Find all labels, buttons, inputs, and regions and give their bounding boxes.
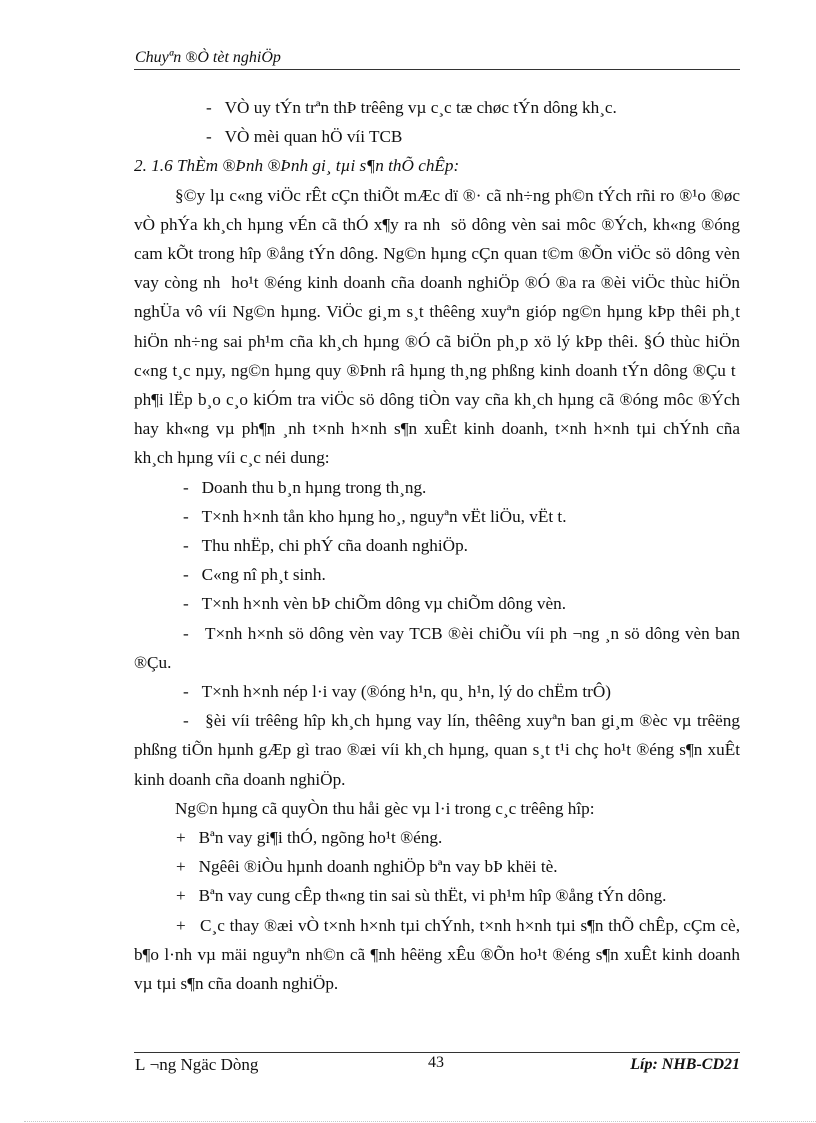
list-item: + Bªn vay gi¶i thÓ, ngõng ho¹t ®éng. <box>176 828 443 848</box>
running-header: Chuyªn ®Ò tèt nghiÖp <box>135 49 281 66</box>
list-item: + C¸c thay ®æi vÒ t×nh h×nh tµi chÝnh, t×nh h×nh tµi s¶n thÕ chÊp, cÇm cè, b¶o l·nh vµ mäi nguyªn nh©n cã ¶nh hêëng xÊu ®Õn ho¹t ®éng s¶n xuÊt kinh doanh vµ tµi s¶n cña doanh nghiÖp. <box>134 915 740 994</box>
page-edge-divider <box>24 1121 816 1122</box>
footer-class-label: Líp: NHB-CD21 <box>630 1056 740 1073</box>
paragraph: §©y lµ c«ng viÖc rÊt cÇn thiÕt mÆc dï ®· cã nh÷ng ph©n tÝch rñi ro ®¹o ®øc vÒ phÝa kh¸ch hµng vÉn cã thÓ x¶y ra nh sö dông vèn sai môc ®Ých, kh«ng ®óng cam kÕt trong hîp ®ång tÝn dông. Ng©n hµng cÇn quan t©m ®Õn viÖc sö dông vèn vay còng nh ho¹t ®éng kinh doanh cña doanh nghiÖp ®Ó ®a ra ®èi viÖc thùc hiÖn nghÜa vô víi Ng©n hµng. ViÖc gi¸m s¸t thêêng xuyªn gióp ng©n hµng kÞp thêi ph¸t hiÖn nh÷ng sai ph¹m cña kh¸ch hµng ®Ó cã biÖn ph¸p xö lý kÞp thêi. §Ó thùc hiÖn c«ng t¸c nµy, ng©n hµng quy ®Þnh râ hµng th¸ng phßng kinh doanh tÝn dông ®Çu t ph¶i lËp b¸o c¸o kiÓm tra viÖc sö dông tiÒn vay cña kh¸ch hµng cã ®óng môc ®Ých hay kh«ng vµ ph¶n ¸nh t×nh h×nh s¶n xuÊt kinh doanh, t×nh h×nh tµi chÝnh cña kh¸ch hµng víi c¸c néi dung: <box>134 185 740 468</box>
list-item: - T×nh h×nh vèn bÞ chiÕm dông vµ chiÕm dông vèn. <box>183 594 567 614</box>
paragraph: Ng©n hµng cã quyÒn thu håi gèc vµ l·i trong c¸c trêêng hîp: <box>175 798 595 818</box>
footer-author: L ¬ng Ngäc Dòng <box>135 1055 259 1074</box>
list-item-text: T×nh h×nh vèn bÞ chiÕm dông vµ chiÕm dông vèn. <box>201 594 567 614</box>
list-item-text: T×nh h×nh tån kho hµng ho¸, nguyªn vËt liÖu, vËt t. <box>201 506 567 526</box>
list-item-text: §èi víi trêêng hîp kh¸ch hµng vay lín, thêêng xuyªn ban gi¸m ®èc vµ trêëng phßng tiÕn hµnh gÆp gì trao ®æi víi kh¸ch hµng, quan s¸t t¹i chç ho¹t ®éng s¶n xuÊt kinh doanh cña doanh nghiÖp. <box>134 711 740 789</box>
list-item: + Ngêêi ®iÒu hµnh doanh nghiÖp bªn vay bÞ khëi tè. <box>176 857 558 877</box>
page-number: 43 <box>428 1054 444 1071</box>
list-item-text: C¸c thay ®æi vÒ t×nh h×nh tµi chÝnh, t×nh h×nh tµi s¶n thÕ chÊp, cÇm cè, b¶o l·nh vµ mäi nguyªn nh©n cã ¶nh hêëng xÊu ®Õn ho¹t ®éng s¶n xuÊt kinh doanh vµ tµi s¶n cña doanh nghiÖp. <box>134 915 740 994</box>
list-item: - C«ng nî ph¸t sinh. <box>183 565 326 585</box>
list-item: - T×nh h×nh sö dông vèn vay TCB ®èi chiÕu víi ph ¬ng ¸n sö dông vèn ban ®Çu. <box>134 623 740 672</box>
header-rule <box>134 69 740 70</box>
list-item-text: Bªn vay gi¶i thÓ, ngõng ho¹t ®éng. <box>198 828 443 848</box>
list-item-text: T×nh h×nh sö dông vèn vay TCB ®èi chiÕu víi ph ¬ng ¸n sö dông vèn ban ®Çu. <box>134 623 740 672</box>
list-item: - §èi víi trêêng hîp kh¸ch hµng vay lín, thêêng xuyªn ban gi¸m ®èc vµ trêëng phßng tiÕn hµnh gÆp gì trao ®æi víi kh¸ch hµng, quan s¸t t¹i chç ho¹t ®éng s¶n xuÊt kinh doanh cña doanh nghiÖp. <box>134 711 740 789</box>
list-item: - T×nh h×nh nép l·i vay (®óng h¹n, qu¸ h¹n, lý do chËm trÔ) <box>183 682 611 702</box>
list-item-text: Ngêêi ®iÒu hµnh doanh nghiÖp bªn vay bÞ khëi tè. <box>198 857 558 877</box>
list-item-text: T×nh h×nh nép l·i vay (®óng h¹n, qu¸ h¹n, lý do chËm trÔ) <box>201 682 611 702</box>
list-item-text: Doanh thu b¸n hµng trong th¸ng. <box>201 477 427 497</box>
list-item-text: Bªn vay cung cÊp th«ng tin sai sù thËt, vi ph¹m hîp ®ång tÝn dông. <box>198 886 667 906</box>
list-item: - VÒ uy tÝn trªn thÞ trêêng vµ c¸c tæ chøc tÝn dông kh¸c. <box>206 98 617 117</box>
list-item-text: VÒ uy tÝn trªn thÞ trêêng vµ c¸c tæ chøc tÝn dông kh¸c. <box>224 98 617 117</box>
list-item: - Doanh thu b¸n hµng trong th¸ng. <box>183 477 427 497</box>
list-item: - Thu nhËp, chi phÝ cña doanh nghiÖp. <box>183 536 468 556</box>
list-item: + Bªn vay cung cÊp th«ng tin sai sù thËt, vi ph¹m hîp ®ång tÝn dông. <box>176 886 667 906</box>
list-item-text: VÒ mèi quan hÖ víi TCB <box>224 127 403 147</box>
footer-rule <box>134 1052 740 1053</box>
list-item-text: Thu nhËp, chi phÝ cña doanh nghiÖp. <box>201 536 468 556</box>
body-text <box>134 93 740 998</box>
list-item-text: C«ng nî ph¸t sinh. <box>201 565 326 585</box>
section-heading: 2. 1.6 ThÈm ®Þnh ®Þnh gi¸ tµi s¶n thÕ chÊp: <box>134 156 460 176</box>
list-item: - T×nh h×nh tån kho hµng ho¸, nguyªn vËt liÖu, vËt t. <box>183 506 567 526</box>
list-item: - VÒ mèi quan hÖ víi TCB <box>206 127 403 147</box>
